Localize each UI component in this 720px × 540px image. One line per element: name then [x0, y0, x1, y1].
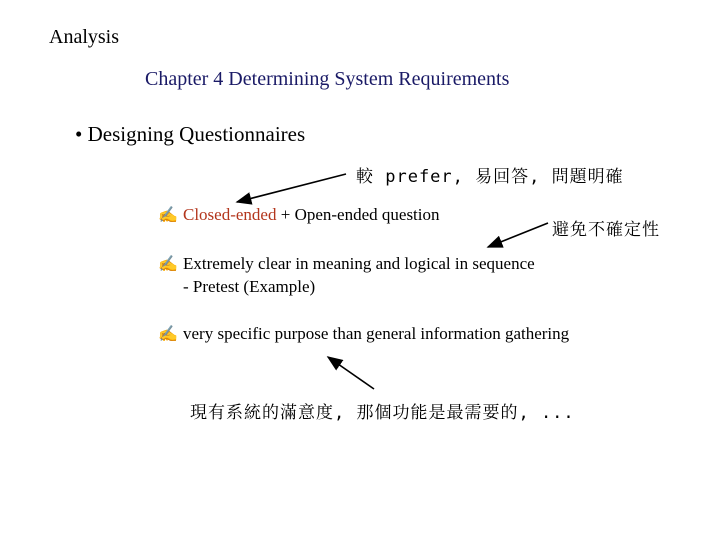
annotation-prefer: 較 prefer, 易回答, 問題明確: [356, 167, 624, 187]
list-item-text: very specific purpose than general information gathering: [183, 324, 570, 343]
pencil-icon: ✍: [158, 207, 178, 224]
arrow-to-extremely-clear: [488, 223, 548, 247]
list-item-text: Extremely clear in meaning and logical in sequence: [183, 254, 535, 273]
list-item-text: + Open-ended question: [276, 205, 440, 224]
arrow-to-closed-ended: [237, 174, 346, 202]
slide-heading: • Designing Questionnaires: [75, 122, 306, 146]
annotation-satisfaction: 現有系統的滿意度, 那個功能是最需要的, ...: [190, 403, 575, 423]
annotation-avoid-uncertainty: 避免不確定性: [552, 220, 660, 240]
section-title: Analysis: [49, 26, 119, 48]
chapter-title: Chapter 4 Determining System Requirements: [145, 68, 510, 90]
pencil-icon: ✍: [158, 326, 178, 343]
pencil-icon: ✍: [158, 256, 178, 273]
closed-ended-term: Closed-ended: [183, 205, 277, 224]
arrow-to-specific-purpose: [328, 357, 374, 389]
list-item-subtext: - Pretest (Example): [183, 277, 316, 296]
